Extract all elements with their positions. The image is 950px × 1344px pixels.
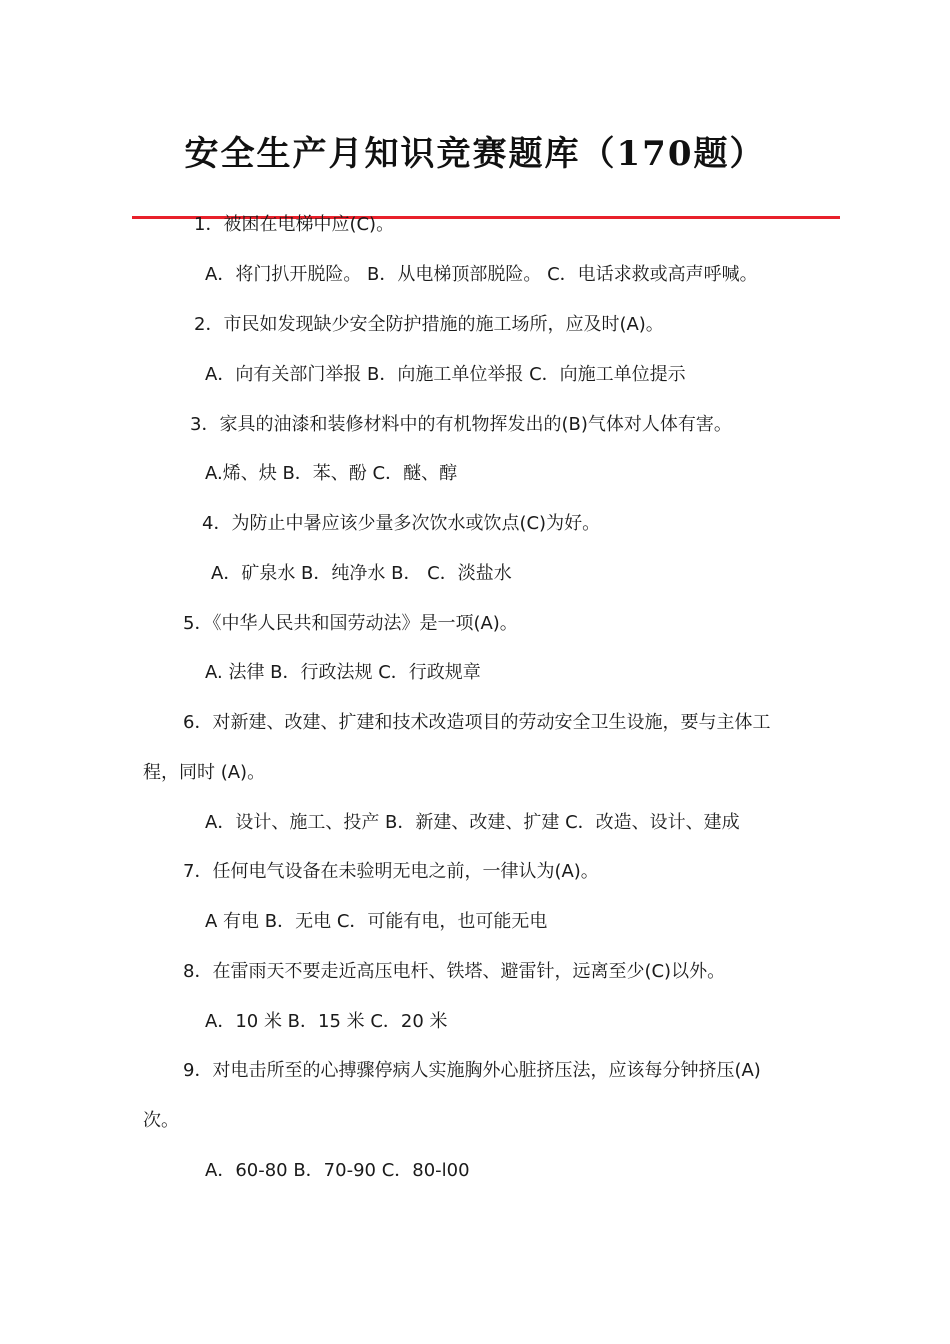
question-8-options: A．10 米 B．15 米 C．20 米 (205, 1011, 448, 1032)
question-7: 7．任何电气设备在未验明无电之前，一律认为(A)。 (183, 861, 599, 882)
question-8: 8．在雷雨天不要走近高压电杆、铁塔、避雷针，远离至少(C)以外。 (183, 961, 726, 982)
question-1: 1．被困在电梯中应(C)。 (194, 214, 395, 235)
question-2-options: A．向有关部门举报 B．向施工单位举报 C．向施工单位提示 (205, 364, 686, 385)
question-1-options: A．将门扒开脱险。 B．从电梯顶部脱险。 C．电话求救或高声呼喊。 (205, 264, 758, 285)
question-3: 3．家具的油漆和装修材料中的有机物挥发出的(B)气体对人体有害。 (190, 414, 732, 435)
question-5-options: A. 法律 B．行政法规 C．行政规章 (205, 662, 481, 683)
question-3-options: A.烯、炔 B．苯、酚 C．醚、醇 (205, 463, 458, 484)
question-6-options: A．设计、施工、投产 B．新建、改建、扩建 C．改造、设计、建成 (205, 812, 740, 833)
page-title: 安全生产月知识竞赛题库（170题） (184, 134, 766, 174)
question-4: 4．为防止中暑应该少量多次饮水或饮点(C)为好。 (202, 513, 601, 534)
question-5: 5．《中华人民共和国劳动法》是一项(A)。 (183, 613, 518, 634)
question-9-continued: 次。 (143, 1110, 179, 1131)
question-6: 6．对新建、改建、扩建和技术改造项目的劳动安全卫生设施，要与主体工 (183, 712, 771, 733)
question-6-continued: 程，同时 (A)。 (143, 762, 266, 783)
question-2: 2．市民如发现缺少安全防护措施的施工场所，应及时(A)。 (194, 314, 664, 335)
question-7-options: A 有电 B．无电 C．可能有电，也可能无电 (205, 911, 548, 932)
question-9-options: A．60-80 B．70-90 C．80-l00 (205, 1160, 470, 1181)
question-9: 9．对电击所至的心搏骤停病人实施胸外心脏挤压法，应该每分钟挤压(A) (183, 1060, 761, 1081)
question-4-options: A．矿泉水 B．纯净水 B． C．淡盐水 (211, 563, 512, 584)
